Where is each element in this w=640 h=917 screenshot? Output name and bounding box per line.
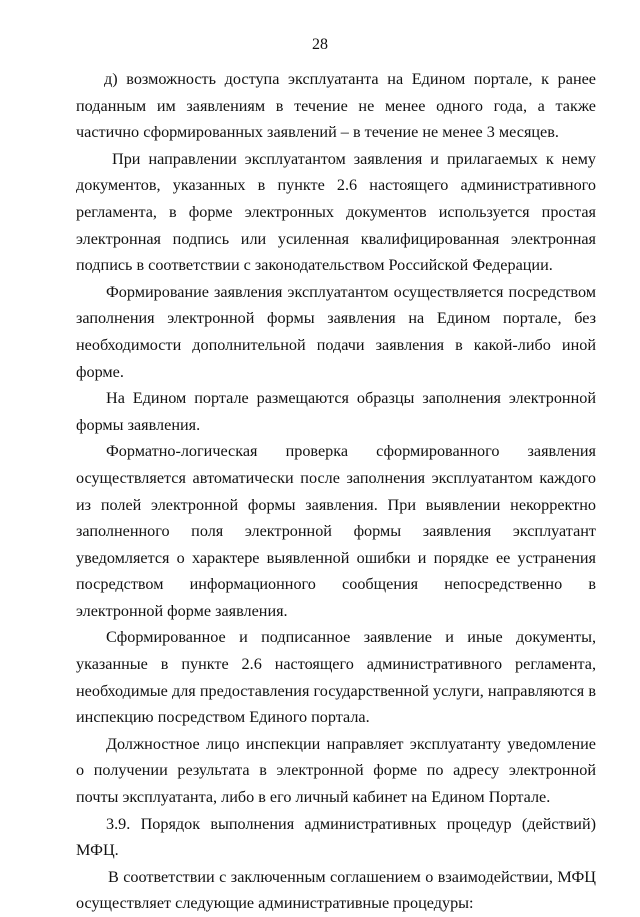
document-body [76,66,596,917]
section-heading-3-9: 3.9. Порядок выполнения административных процедур (действий) МФЦ. [76,814,596,860]
paragraph-submission: Сформированное и подписанное заявление и иные документы, указанные в пункте 2.6 настоящего административного регламента, необходимые для предоставления государственной услуги, направляются в инспекцию посредством Единого портала. [76,628,596,727]
paragraph-form-samples: На Едином портале размещаются образцы заполнения электронной формы заявления. [76,389,596,434]
paragraph-format-check: Форматно-логическая проверка сформированного заявления осуществляется автоматически после заполнения эксплуатантом каждого из полей электронной формы заявления. При выявлении некорректно заполненного поля электронной формы заявления эксплуатант уведомляется о характере выявленной ошибки и порядке ее устранения посредством информационного сообщения непосредственно в электронной форме заявления. [76,442,596,620]
paragraph-notification: Должностное лицо инспекции направляет эксплуатанту уведомление о получении результата в электронной форме по адресу электронной почты эксплуатанта, либо в его личный кабинет на Едином Портале. [76,734,596,807]
page-number: 28 [312,36,328,53]
paragraph-form-filling: Формирование заявления эксплуатантом осуществляется посредством заполнения электронной формы заявления на Едином портале, без необходимости дополнительной подачи заявления в какой-либо иной форме. [76,282,596,381]
paragraph-access-to-applications: д) возможность доступа эксплуатанта на Едином портале, к ранее поданным им заявлениям в течение не менее одного года, а также частично сформированных заявлений – в течение не менее 3 месяцев. [76,70,596,142]
paragraph-mfc-procedures: В соответствии с заключенным соглашением о взаимодействии, МФЦ осуществляет следующие административные процедуры: [76,867,596,913]
paragraph-electronic-signature: При направлении эксплуатантом заявления и прилагаемых к нему документов, указанных в пункте 2.6 настоящего административного регламента, в форме электронных документов используется простая электронная подпись или усиленная квалифицированная электронная подпись в соответствии с законодательством Российской Федерации. [76,149,596,275]
